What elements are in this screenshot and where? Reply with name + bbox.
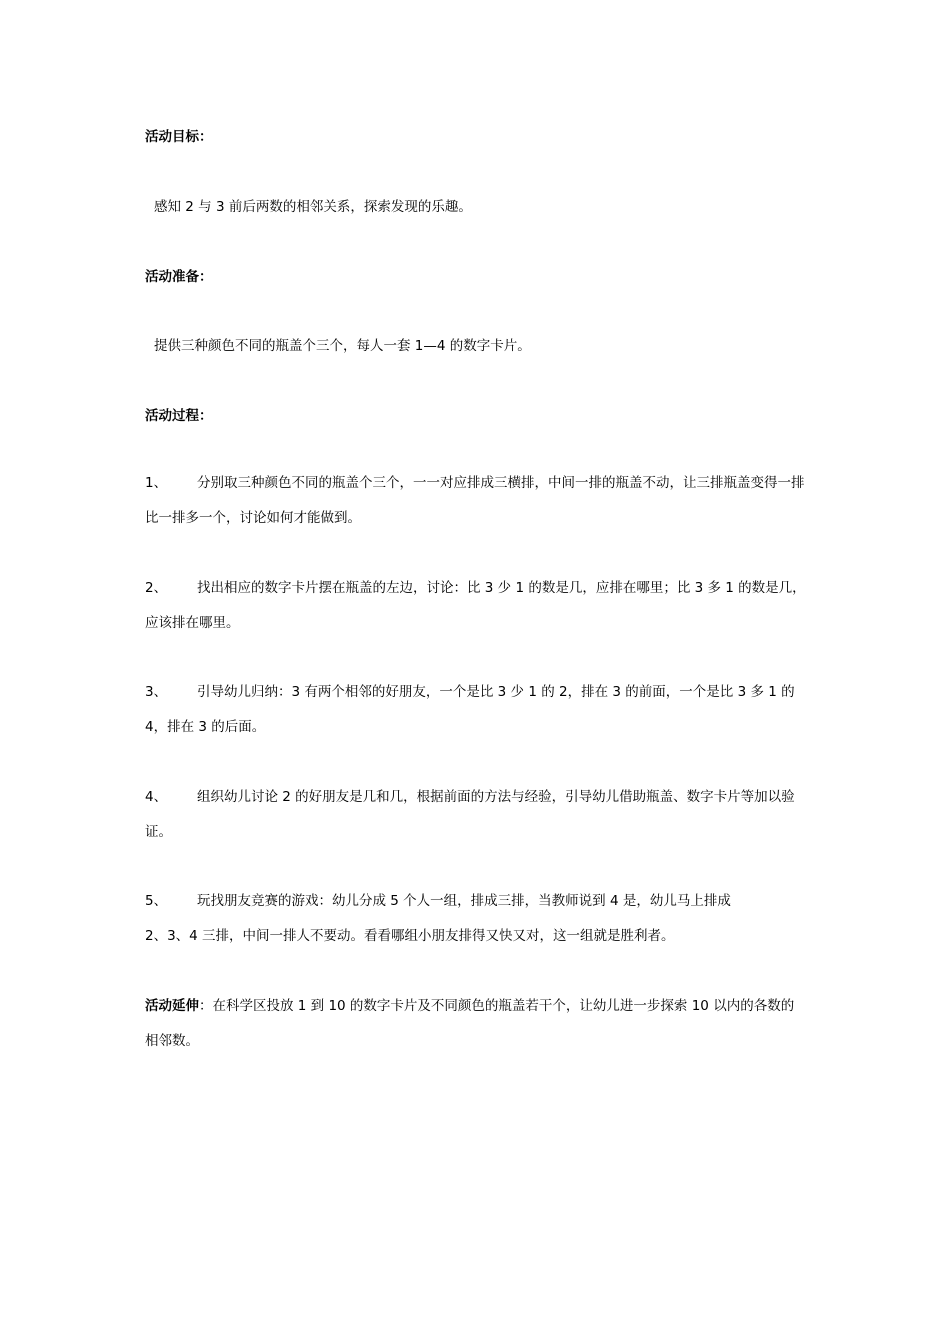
step-text: 引导幼儿归纳：3 有两个相邻的好朋友，一个是比 3 少 1 的 2，排在 3 的前面，一个是比 3 多 1 的 4，排在 3 的后面。: [145, 684, 795, 735]
step-text: 组织幼儿讨论 2 的好朋友是几和几，根据前面的方法与经验，引导幼儿借助瓶盖、数字卡片等加以验证。: [145, 789, 795, 840]
prep-heading: 活动准备：: [145, 269, 213, 285]
process-heading: 活动过程：: [145, 408, 213, 424]
process-step-3: [145, 675, 807, 745]
step-text-line1: 玩找朋友竞赛的游戏：幼儿分成 5 个人一组，排成三排，当教师说到 4 是，幼儿马上排成: [197, 893, 731, 909]
step-number: 1、: [145, 475, 168, 491]
step-number: 3、: [145, 684, 168, 700]
step-number: 5、: [145, 893, 168, 909]
extension-text: ：在科学区投放 1 到 10 的数字卡片及不同颜色的瓶盖若干个，让幼儿进一步探索 10 以内的各数的相邻数。: [145, 998, 795, 1049]
process-step-5: [145, 884, 807, 954]
step-text-line2: 2、3、4 三排，中间一排人不要动。看看哪组小朋友排得又快又对，这一组就是胜利者。: [145, 928, 675, 944]
step-text: 分别取三种颜色不同的瓶盖个三个，一一对应排成三横排，中间一排的瓶盖不动，让三排瓶盖变得一排比一排多一个，讨论如何才能做到。: [145, 475, 805, 526]
goal-text: 感知 2 与 3 前后两数的相邻关系，探索发现的乐趣。: [154, 199, 472, 215]
goal-heading: 活动目标：: [145, 129, 213, 145]
process-step-4: [145, 780, 807, 850]
process-step-2: [145, 571, 807, 641]
step-text: 找出相应的数字卡片摆在瓶盖的左边，讨论：比 3 少 1 的数是几，应排在哪里；比 3 多 1 的数是几，应该排在哪里。: [145, 580, 806, 631]
step-number: 4、: [145, 789, 168, 805]
prep-text: 提供三种颜色不同的瓶盖个三个，每人一套 1—4 的数字卡片。: [154, 338, 531, 354]
extension-label: 活动延伸: [145, 998, 199, 1014]
process-step-1: [145, 466, 807, 536]
step-number: 2、: [145, 580, 168, 596]
extension-paragraph: [145, 989, 805, 1059]
